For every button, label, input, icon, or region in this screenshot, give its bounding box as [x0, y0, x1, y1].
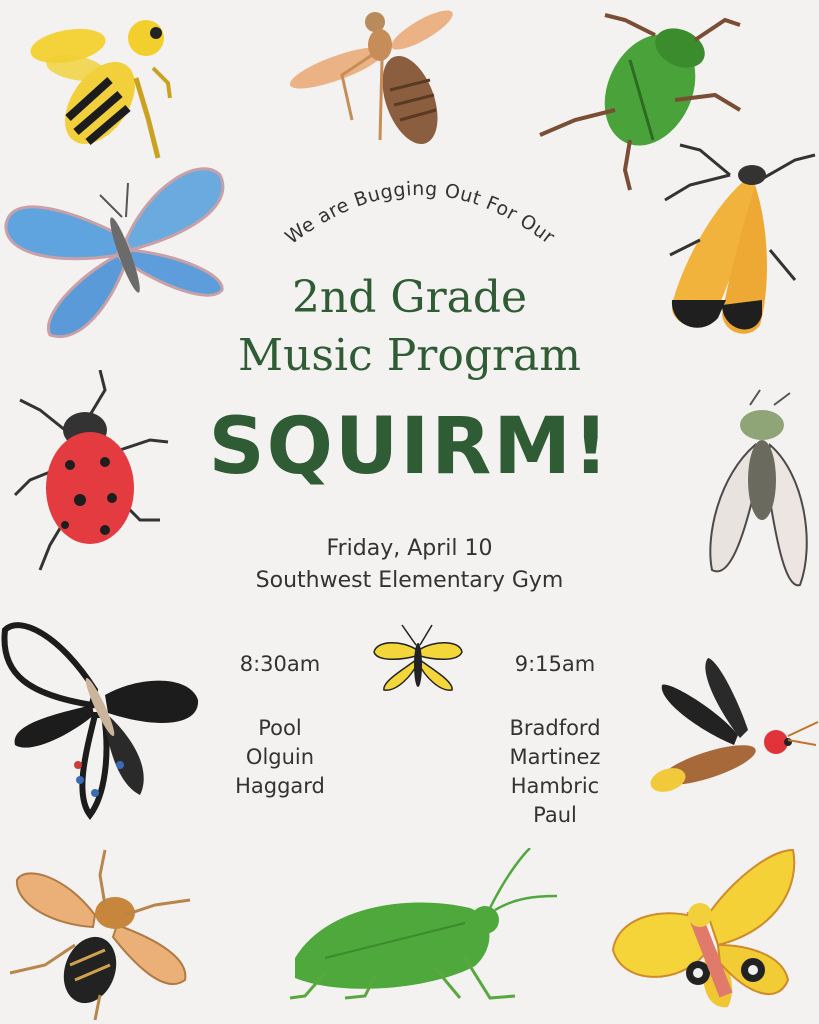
yellow-moth-illustration	[608, 845, 803, 1015]
teacher-name: Haggard	[235, 774, 325, 798]
teacher-name: Martinez	[509, 745, 601, 769]
program-title: SQUIRM!	[208, 402, 611, 492]
teacher-name: Pool	[258, 716, 302, 740]
teacher-name: Hambric	[510, 774, 600, 798]
tagline-arc	[240, 160, 600, 280]
small-moth-illustration	[372, 620, 464, 694]
teacher-name: Bradford	[509, 716, 601, 740]
session-2	[480, 652, 630, 830]
svg-text:We are Bugging Out For Our	[281, 178, 559, 249]
teacher-name: Paul	[533, 803, 577, 827]
firefly-illustration	[648, 650, 819, 800]
event-location: Southwest Elementary Gym	[255, 568, 564, 593]
tagline-text: We are Bugging Out For Our	[281, 177, 559, 249]
session-time: 9:15am	[514, 652, 596, 676]
wasp-illustration	[282, 0, 462, 165]
heading-line-1: 2nd Grade	[291, 272, 528, 323]
hoverfly-illustration	[5, 845, 195, 1023]
teacher-name: Olguin	[245, 745, 315, 769]
session-1	[205, 652, 355, 801]
event-date: Friday, April 10	[326, 536, 493, 561]
heading-line-2: Music Program	[238, 330, 581, 381]
bee-illustration	[18, 8, 178, 168]
swallowtail-butterfly-illustration	[0, 615, 205, 825]
session-time: 8:30am	[239, 652, 321, 676]
katydid-illustration	[285, 848, 560, 1003]
